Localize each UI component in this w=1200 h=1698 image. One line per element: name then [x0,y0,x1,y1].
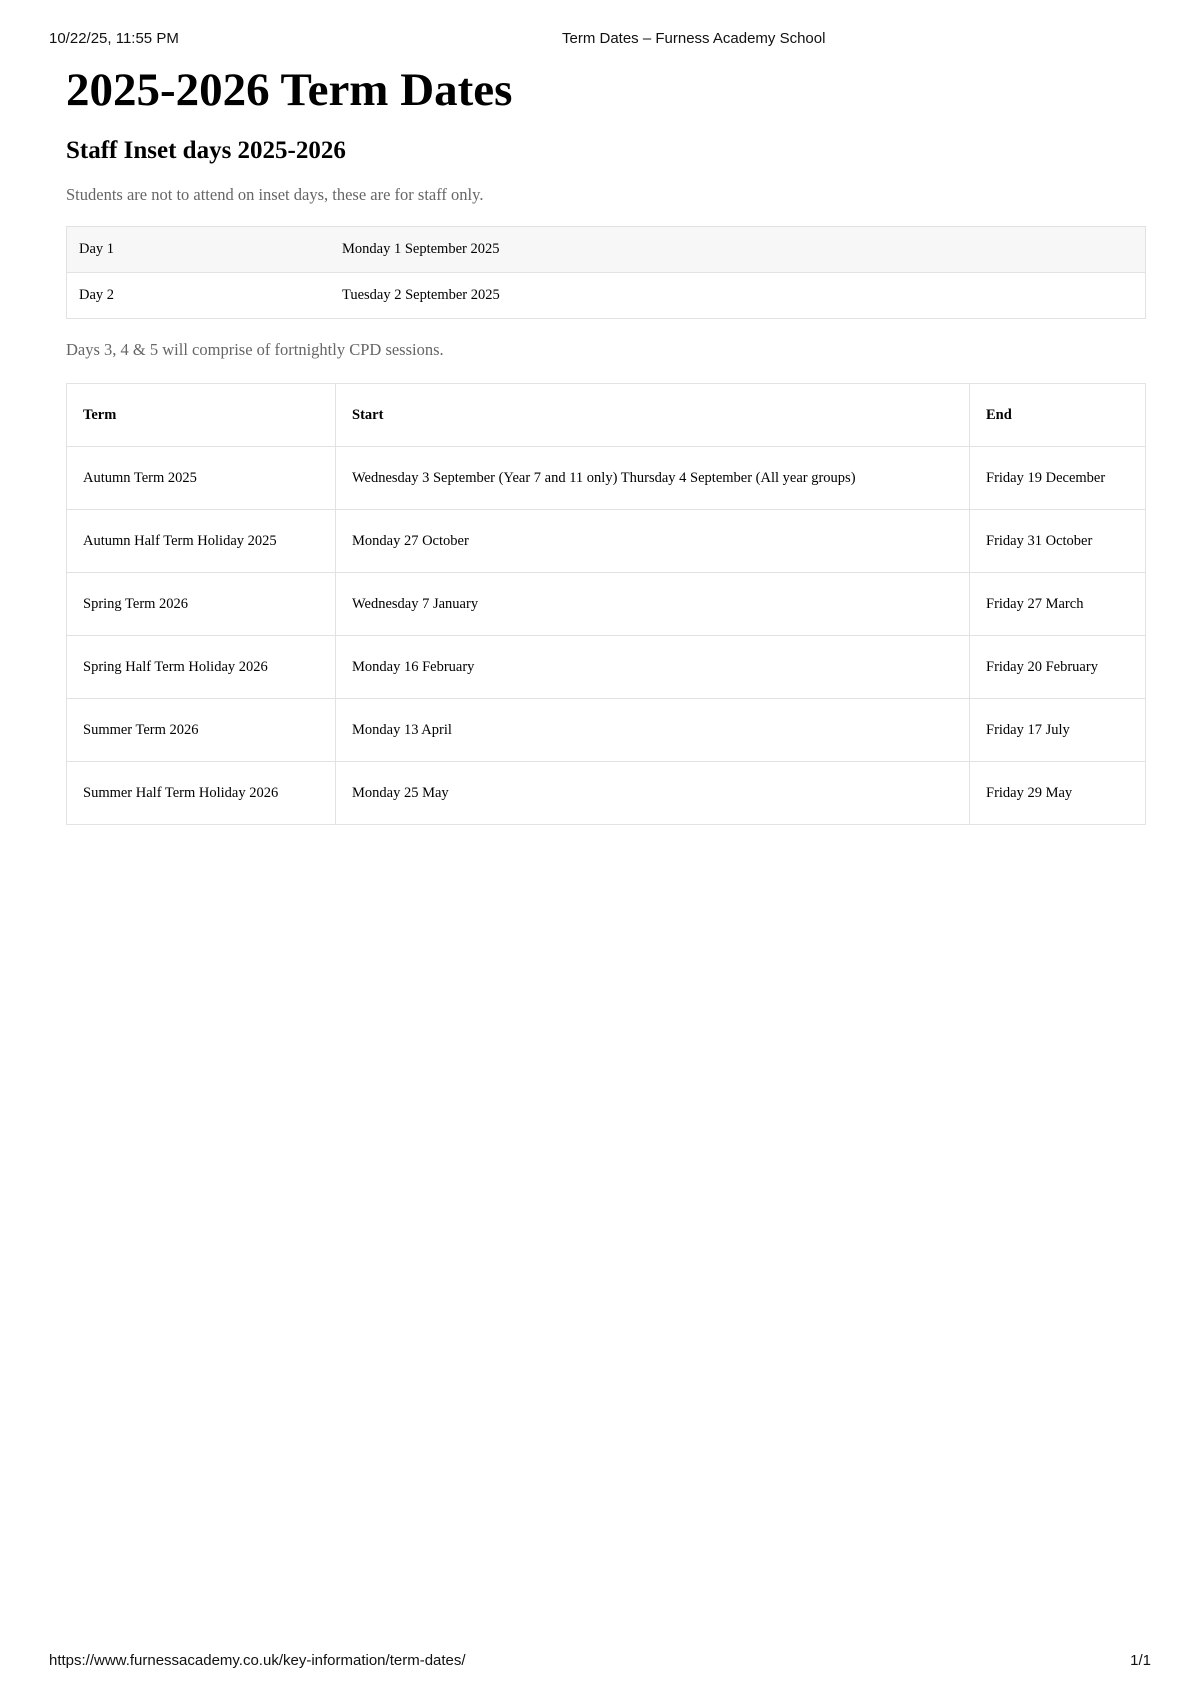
term-start-cell: Monday 16 February [336,636,970,699]
column-header-end: End [970,384,1146,447]
term-end-cell: Friday 19 December [970,447,1146,510]
term-end-cell: Friday 29 May [970,762,1146,825]
print-page-title: Term Dates – Furness Academy School [562,30,826,47]
term-name-cell: Autumn Half Term Holiday 2025 [67,510,336,573]
inset-day-date: Monday 1 September 2025 [330,227,1146,273]
page-title: 2025-2026 Term Dates [66,64,513,116]
term-start-cell: Monday 13 April [336,699,970,762]
table-row [67,510,1146,573]
term-name-cell: Summer Term 2026 [67,699,336,762]
column-header-start: Start [336,384,970,447]
table-row [67,447,1146,510]
table-row [67,699,1146,762]
term-start-cell: Wednesday 3 September (Year 7 and 11 only) Thursday 4 September (All year groups) [336,447,970,510]
inset-days-heading: Staff Inset days 2025-2026 [66,137,346,164]
table-row [67,762,1146,825]
table-row [67,636,1146,699]
table-row [67,273,1146,319]
column-header-term: Term [67,384,336,447]
table-header-row [67,384,1146,447]
page-number: 1/1 [1130,1652,1151,1669]
inset-day-label: Day 2 [67,273,331,319]
main-content [66,56,1146,825]
print-footer [49,1652,1151,1674]
term-name-cell: Spring Half Term Holiday 2026 [67,636,336,699]
inset-note: Students are not to attend on inset days, these are for staff only. [66,185,484,204]
term-end-cell: Friday 31 October [970,510,1146,573]
term-start-cell: Monday 27 October [336,510,970,573]
term-name-cell: Spring Term 2026 [67,573,336,636]
term-name-cell: Autumn Term 2025 [67,447,336,510]
term-end-cell: Friday 27 March [970,573,1146,636]
term-end-cell: Friday 20 February [970,636,1146,699]
inset-day-label: Day 1 [67,227,331,273]
term-dates-table [66,383,1146,825]
inset-days-table [66,226,1146,319]
cpd-note: Days 3, 4 & 5 will comprise of fortnightly CPD sessions. [66,340,444,359]
print-header [49,30,1151,52]
print-datetime: 10/22/25, 11:55 PM [49,30,179,47]
term-start-cell: Wednesday 7 January [336,573,970,636]
term-name-cell: Summer Half Term Holiday 2026 [67,762,336,825]
print-url: https://www.furnessacademy.co.uk/key-information/term-dates/ [49,1652,466,1669]
term-end-cell: Friday 17 July [970,699,1146,762]
inset-day-date: Tuesday 2 September 2025 [330,273,1146,319]
table-row [67,227,1146,273]
term-start-cell: Monday 25 May [336,762,970,825]
table-row [67,573,1146,636]
